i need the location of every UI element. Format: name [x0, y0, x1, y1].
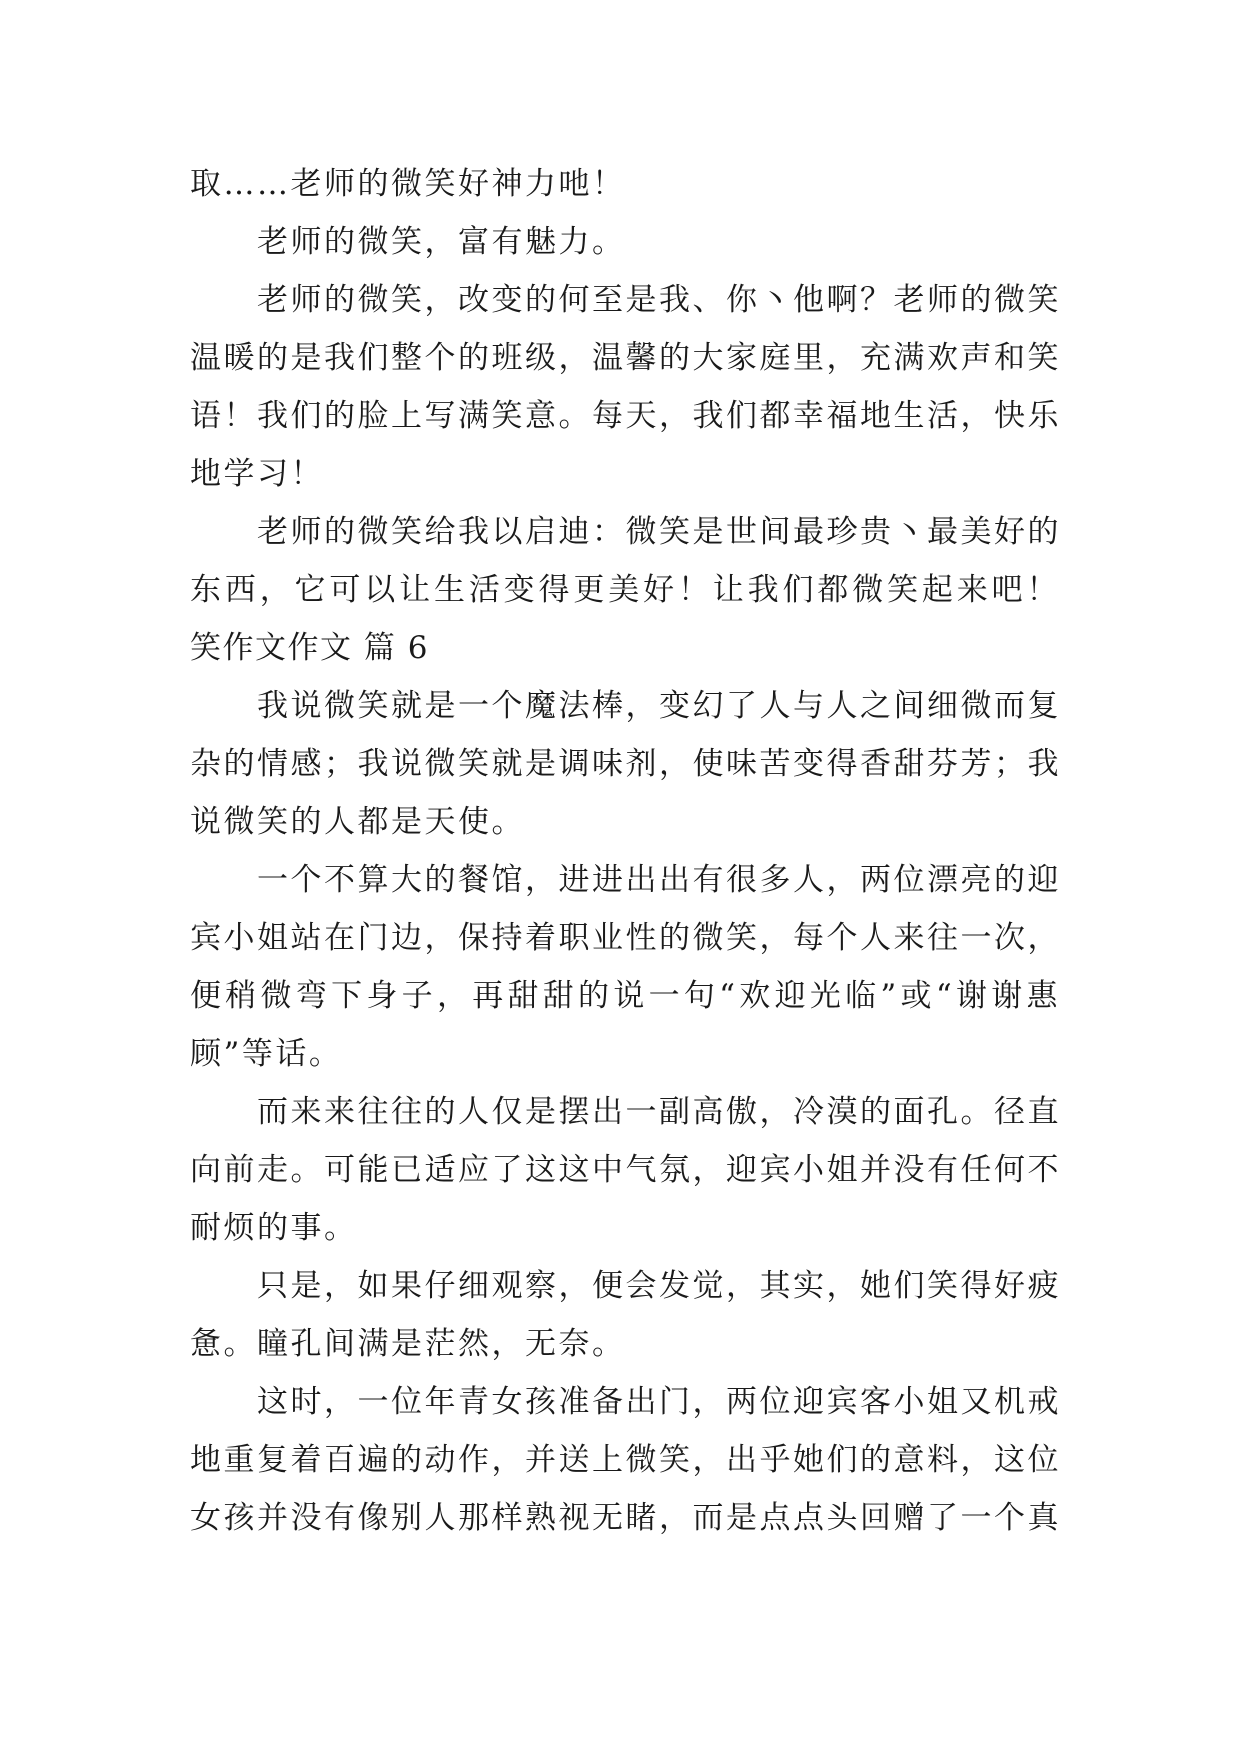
text-line: 杂的情感；我说微笑就是调味剂，使味苦变得香甜芬芳；我 — [190, 746, 1061, 782]
text-line: 惫。瞳孔间满是茫然，无奈。 — [190, 1326, 626, 1362]
text-line: 一个不算大的餐馆，进进出出有很多人，两位漂亮的迎 — [257, 862, 1061, 898]
text-line: 语！我们的脸上写满笑意。每天，我们都幸福地生活，快乐 — [190, 398, 1061, 434]
text-line: 老师的微笑，富有魅力。 — [257, 224, 626, 260]
text-line: 宾小姐站在门边，保持着职业性的微笑，每个人来往一次， — [190, 920, 1061, 956]
text-line: 地学习！ — [190, 456, 324, 492]
text-line: 老师的微笑给我以启迪：微笑是世间最珍贵丶最美好的 — [257, 514, 1061, 550]
text-line: 只是，如果仔细观察，便会发觉，其实，她们笑得好疲 — [257, 1268, 1061, 1304]
text-line: 这时，一位年青女孩准备出门，两位迎宾客小姐又机戒 — [257, 1384, 1061, 1420]
text-line: 说微笑的人都是天使。 — [190, 804, 525, 840]
section-heading: 笑作文作文 篇 6 — [190, 630, 429, 666]
text-line: 地重复着百遍的动作，并送上微笑，出乎她们的意料，这位 — [190, 1442, 1061, 1478]
text-line: 温暖的是我们整个的班级，温馨的大家庭里，充满欢声和笑 — [190, 340, 1061, 376]
essay-text — [190, 155, 1060, 1547]
text-line: 我说微笑就是一个魔法棒，变幻了人与人之间细微而复 — [257, 688, 1061, 724]
text-line: 取……老师的微笑好神力吔！ — [190, 166, 626, 202]
text-line: 女孩并没有像别人那样熟视无睹，而是点点头回赠了一个真 — [190, 1500, 1061, 1536]
text-line: 便稍微弯下身子，再甜甜的说一句“欢迎光临”或“谢谢惠 — [190, 978, 1060, 1014]
text-line: 耐烦的事。 — [190, 1210, 358, 1246]
text-line: 顾”等话。 — [190, 1036, 343, 1072]
text-line: 东西，它可以让生活变得更美好！让我们都微笑起来吧！ — [190, 572, 1060, 608]
text-line: 老师的微笑，改变的何至是我、你丶他啊？老师的微笑 — [257, 282, 1061, 318]
text-line: 而来来往往的人仅是摆出一副高傲，冷漠的面孔。径直 — [257, 1094, 1061, 1130]
text-line: 向前走。可能已适应了这这中气氛，迎宾小姐并没有任何不 — [190, 1152, 1061, 1188]
